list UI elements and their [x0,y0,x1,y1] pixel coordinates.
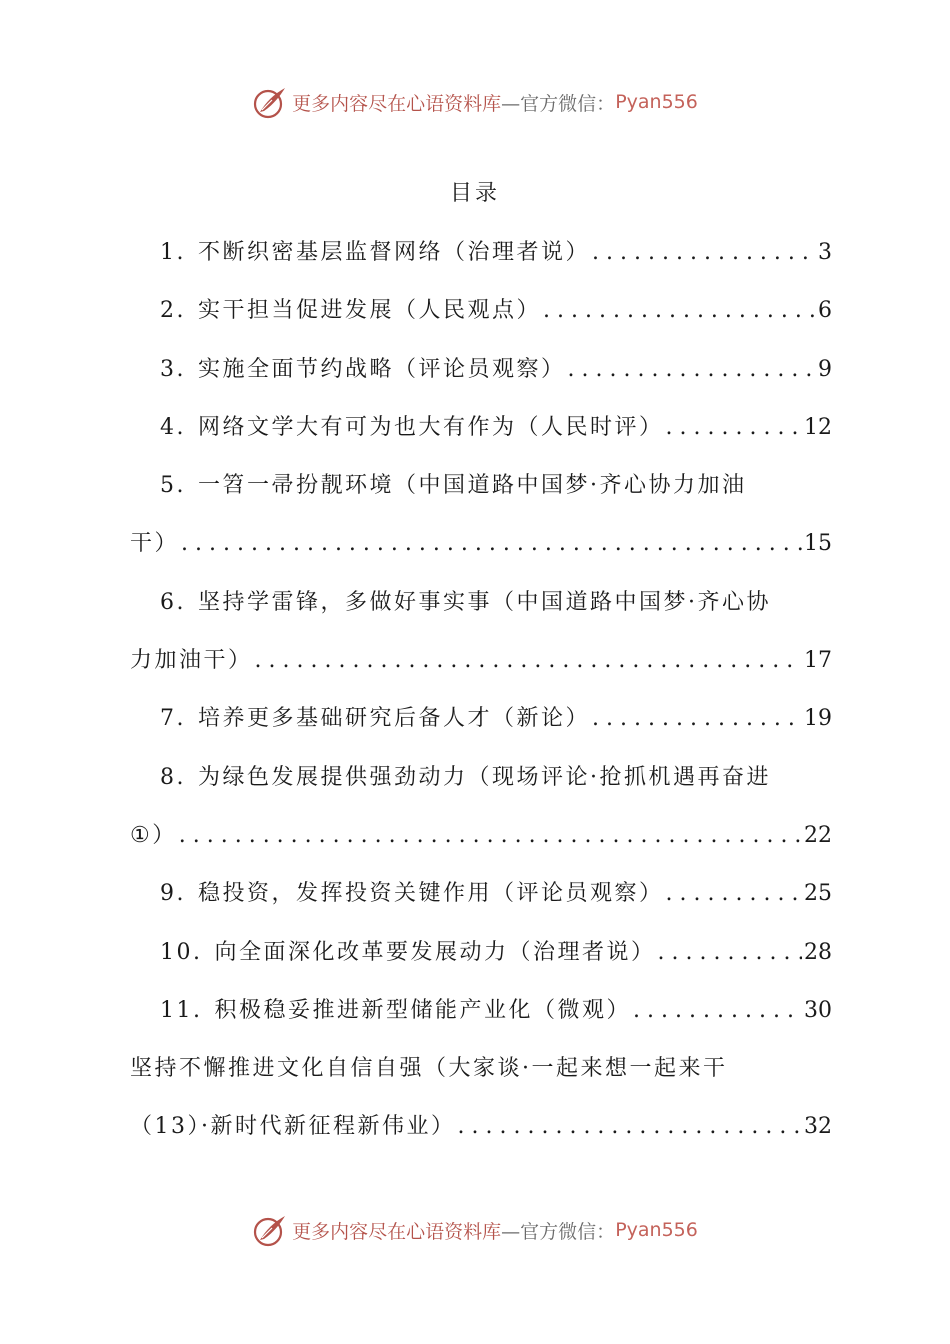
quill-logo-icon [252,84,288,120]
leader-dots [543,282,816,340]
toc-entry-8-cont[interactable]: ①） ..... 22 [130,807,832,865]
toc-entry-1[interactable]: 1. 不断织密基层监督网络（治理者说） ..... 3 [130,224,832,282]
page-number: 30 [804,997,832,1023]
quill-logo-icon [252,1212,288,1248]
leader-dots [666,865,802,923]
toc-entry-5[interactable]: 5. 一笤一帚扮靓环境（中国道路中国梦·齐心协力加油 [160,473,747,499]
leader-dots [633,982,802,1040]
page-number: 15 [804,531,832,557]
table-of-contents [130,224,832,1157]
header-banner [0,82,950,122]
banner-text: 更多内容尽在心语资料库—官方微信： [292,1220,616,1243]
page-number: 25 [804,881,832,907]
page-number: 17 [804,648,832,674]
page-number: 28 [804,939,832,965]
page-number: 22 [804,822,832,848]
toc-entry-11[interactable]: 11. 积极稳妥推进新型储能产业化（微观） ..... 30 [130,982,832,1040]
toc-entry-6-cont[interactable]: 力加油干） ..... 17 [130,632,832,690]
toc-title: 目录 [449,181,500,206]
toc-entry-6[interactable]: 6. 坚持学雷锋，多做好事实事（中国道路中国梦·齐心协 [160,589,771,615]
toc-entry-9[interactable]: 9. 稳投资，发挥投资关键作用（评论员观察） ..... 25 [130,865,832,923]
toc-entry-12-cont[interactable]: （13）·新时代新征程新伟业） ..... 32 [130,1098,832,1156]
page-number: 9 [818,356,832,382]
toc-entry-7[interactable]: 7. 培养更多基础研究后备人才（新论） ..... 19 [130,690,832,748]
page-number: 12 [804,414,832,440]
leader-dots [666,399,802,457]
toc-entry-8[interactable]: 8. 为绿色发展提供强劲动力（现场评论·抢抓机遇再奋进 [160,764,771,790]
leader-dots [179,807,802,865]
toc-entry-2[interactable]: 2. 实干担当促进发展（人民观点） ..... 6 [130,282,832,340]
leader-dots [458,1098,803,1156]
page-number: 32 [804,1114,832,1140]
leader-dots [255,632,802,690]
leader-dots [658,924,802,982]
leader-dots [592,224,816,282]
leader-dots [181,515,802,573]
banner-text: 更多内容尽在心语资料库—官方微信： [292,92,616,115]
leader-dots [568,341,816,399]
toc-entry-10[interactable]: 10. 向全面深化改革要发展动力（治理者说） ..... 28 [130,924,832,982]
page-number: 6 [818,298,832,324]
footer-banner [0,1210,950,1250]
wechat-id: Pyan556 [615,91,698,113]
toc-entry-3[interactable]: 3. 实施全面节约战略（评论员观察） ..... 9 [130,341,832,399]
page-number: 3 [818,240,832,265]
page-number: 19 [804,706,832,732]
toc-entry-5-cont[interactable]: 干） ..... 15 [130,515,832,573]
toc-entry-12[interactable]: 坚持不懈推进文化自信自强（大家谈·一起来想一起来干 [130,1056,728,1082]
wechat-id: Pyan556 [615,1219,698,1241]
leader-dots [592,690,802,748]
toc-entry-4[interactable]: 4. 网络文学大有可为也大有作为（人民时评） ..... 12 [130,399,832,457]
